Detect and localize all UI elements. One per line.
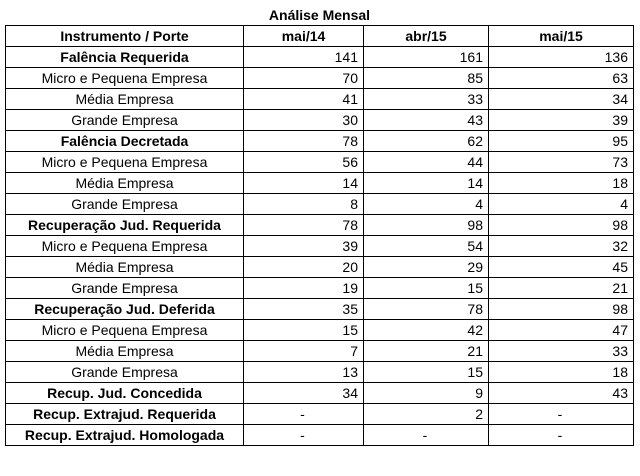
cell-mai14: 20 bbox=[244, 257, 364, 278]
row-label: Grande Empresa bbox=[6, 362, 244, 383]
cell-abr15: 44 bbox=[364, 152, 489, 173]
cell-mai15: 136 bbox=[489, 47, 634, 68]
cell-mai15: 39 bbox=[489, 110, 634, 131]
column-header-mai14: mai/14 bbox=[244, 26, 364, 47]
table-row-group bbox=[6, 299, 634, 320]
cell-mai14: - bbox=[244, 404, 364, 425]
cell-abr15: 4 bbox=[364, 194, 489, 215]
cell-abr15: 62 bbox=[364, 131, 489, 152]
cell-mai15: 98 bbox=[489, 215, 634, 236]
table-title: Análise Mensal bbox=[6, 5, 634, 26]
cell-mai14: 78 bbox=[244, 215, 364, 236]
table-row bbox=[6, 68, 634, 89]
table-body bbox=[6, 47, 634, 446]
row-label: Média Empresa bbox=[6, 89, 244, 110]
cell-mai14: 78 bbox=[244, 131, 364, 152]
row-label: Recuperação Jud. Deferida bbox=[6, 299, 244, 320]
table-row bbox=[6, 194, 634, 215]
cell-mai15: 43 bbox=[489, 383, 634, 404]
row-label: Micro e Pequena Empresa bbox=[6, 68, 244, 89]
table-row bbox=[6, 362, 634, 383]
row-label: Recup. Extrajud. Requerida bbox=[6, 404, 244, 425]
column-header-abr15: abr/15 bbox=[364, 26, 489, 47]
monthly-analysis-table bbox=[5, 5, 634, 446]
cell-mai14: 8 bbox=[244, 194, 364, 215]
cell-mai14: 141 bbox=[244, 47, 364, 68]
column-header-instrument: Instrumento / Porte bbox=[6, 26, 244, 47]
table-row bbox=[6, 320, 634, 341]
column-header-mai15: mai/15 bbox=[489, 26, 634, 47]
table-row bbox=[6, 110, 634, 131]
row-label: Micro e Pequena Empresa bbox=[6, 320, 244, 341]
table-row bbox=[6, 152, 634, 173]
cell-mai14: 39 bbox=[244, 236, 364, 257]
cell-abr15: 54 bbox=[364, 236, 489, 257]
row-label: Grande Empresa bbox=[6, 110, 244, 131]
table-container bbox=[5, 5, 634, 446]
row-label: Recuperação Jud. Requerida bbox=[6, 215, 244, 236]
cell-abr15: 9 bbox=[364, 383, 489, 404]
cell-mai15: 95 bbox=[489, 131, 634, 152]
cell-mai15: 33 bbox=[489, 341, 634, 362]
row-label: Média Empresa bbox=[6, 257, 244, 278]
row-label: Recup. Extrajud. Homologada bbox=[6, 425, 244, 446]
cell-mai15: - bbox=[489, 404, 634, 425]
cell-mai14: 34 bbox=[244, 383, 364, 404]
cell-abr15: 42 bbox=[364, 320, 489, 341]
cell-abr15: 33 bbox=[364, 89, 489, 110]
cell-abr15: 43 bbox=[364, 110, 489, 131]
cell-abr15: 78 bbox=[364, 299, 489, 320]
cell-mai15: 73 bbox=[489, 152, 634, 173]
cell-mai15: - bbox=[489, 425, 634, 446]
cell-abr15: 2 bbox=[364, 404, 489, 425]
row-label: Média Empresa bbox=[6, 341, 244, 362]
cell-mai14: 35 bbox=[244, 299, 364, 320]
table-row bbox=[6, 341, 634, 362]
cell-abr15: 15 bbox=[364, 362, 489, 383]
cell-mai15: 21 bbox=[489, 278, 634, 299]
table-row-group bbox=[6, 131, 634, 152]
cell-abr15: - bbox=[364, 425, 489, 446]
row-label: Micro e Pequena Empresa bbox=[6, 152, 244, 173]
cell-mai15: 98 bbox=[489, 299, 634, 320]
table-row-group bbox=[6, 425, 634, 446]
cell-mai14: 30 bbox=[244, 110, 364, 131]
cell-abr15: 85 bbox=[364, 68, 489, 89]
table-row bbox=[6, 173, 634, 194]
row-label: Recup. Jud. Concedida bbox=[6, 383, 244, 404]
row-label: Média Empresa bbox=[6, 173, 244, 194]
row-label: Falência Decretada bbox=[6, 131, 244, 152]
cell-mai14: - bbox=[244, 425, 364, 446]
table-row bbox=[6, 257, 634, 278]
cell-mai14: 14 bbox=[244, 173, 364, 194]
table-row bbox=[6, 236, 634, 257]
table-row bbox=[6, 278, 634, 299]
cell-abr15: 14 bbox=[364, 173, 489, 194]
cell-mai14: 41 bbox=[244, 89, 364, 110]
cell-mai15: 47 bbox=[489, 320, 634, 341]
cell-abr15: 98 bbox=[364, 215, 489, 236]
cell-mai15: 32 bbox=[489, 236, 634, 257]
cell-mai15: 4 bbox=[489, 194, 634, 215]
cell-mai15: 18 bbox=[489, 173, 634, 194]
row-label: Grande Empresa bbox=[6, 278, 244, 299]
table-row-group bbox=[6, 215, 634, 236]
cell-abr15: 21 bbox=[364, 341, 489, 362]
row-label: Grande Empresa bbox=[6, 194, 244, 215]
row-label: Micro e Pequena Empresa bbox=[6, 236, 244, 257]
table-row-group bbox=[6, 383, 634, 404]
cell-mai15: 34 bbox=[489, 89, 634, 110]
cell-abr15: 29 bbox=[364, 257, 489, 278]
cell-mai14: 56 bbox=[244, 152, 364, 173]
cell-abr15: 15 bbox=[364, 278, 489, 299]
cell-abr15: 161 bbox=[364, 47, 489, 68]
cell-mai15: 63 bbox=[489, 68, 634, 89]
table-row-group bbox=[6, 404, 634, 425]
table-row-group bbox=[6, 47, 634, 68]
column-header-row bbox=[6, 26, 634, 47]
row-label: Falência Requerida bbox=[6, 47, 244, 68]
cell-mai15: 45 bbox=[489, 257, 634, 278]
cell-mai14: 15 bbox=[244, 320, 364, 341]
table-row bbox=[6, 89, 634, 110]
cell-mai14: 7 bbox=[244, 341, 364, 362]
cell-mai15: 18 bbox=[489, 362, 634, 383]
cell-mai14: 13 bbox=[244, 362, 364, 383]
cell-mai14: 70 bbox=[244, 68, 364, 89]
cell-mai14: 19 bbox=[244, 278, 364, 299]
